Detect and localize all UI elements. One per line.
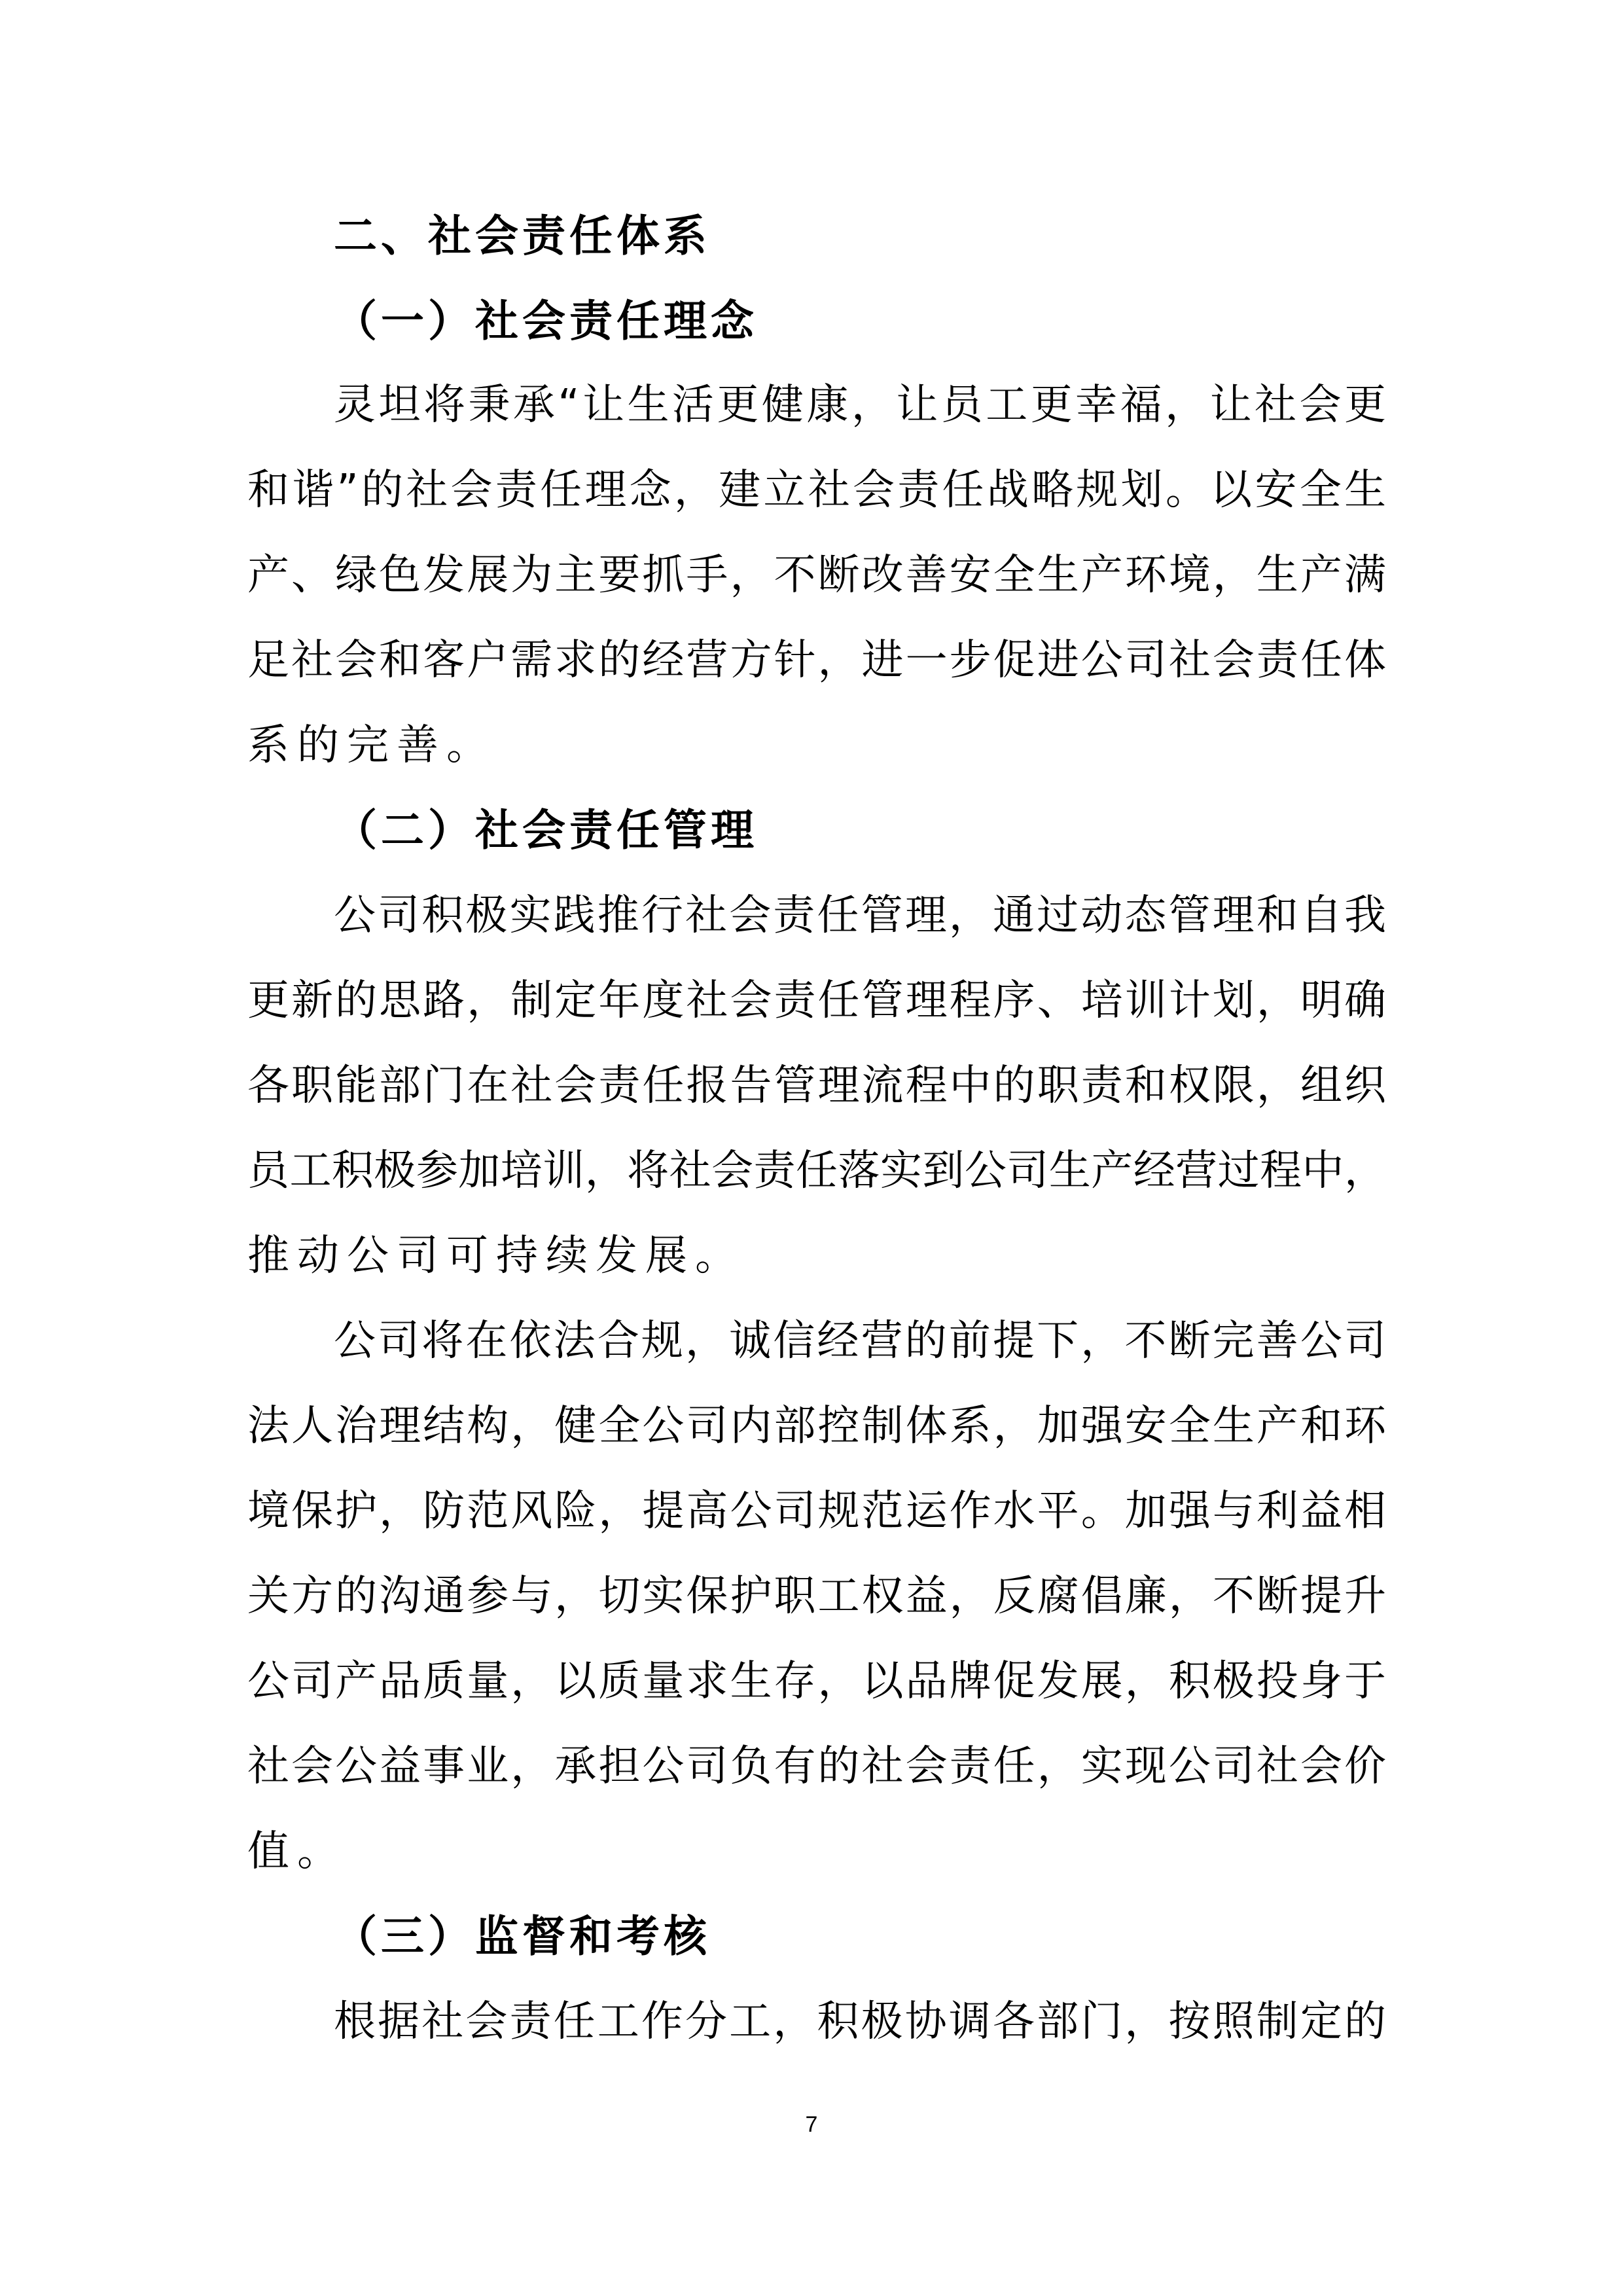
paragraph-line: 更新的思路，制定年度社会责任管理程序、培训计划，明确	[247, 977, 1386, 1025]
paragraph-line: 值。	[247, 1827, 347, 1876]
subsection-heading-3: （三）监督和考核	[334, 1911, 711, 1962]
paragraph-line: 法人治理结构，健全公司内部控制体系，加强安全生产和环	[247, 1402, 1386, 1450]
paragraph-line: 社会公益事业，承担公司负有的社会责任，实现公司社会价	[247, 1742, 1386, 1791]
paragraph-line: 产、绿色发展为主要抓手，不断改善安全生产环境，生产满	[247, 551, 1386, 600]
paragraph-line: 员工积极参加培训，将社会责任落实到公司生产经营过程中，	[247, 1147, 1386, 1195]
section-heading: 二、社会责任体系	[334, 211, 711, 261]
subsection-heading-2: （二）社会责任管理	[334, 805, 758, 855]
subsection-heading-1: （一）社会责任理念	[334, 296, 758, 346]
paragraph-line: 系的完善。	[247, 721, 496, 770]
paragraph-line: 推动公司可持续发展。	[247, 1232, 745, 1280]
page-number: 7	[805, 2112, 818, 2137]
paragraph-line: 和谐”的社会责任理念，建立社会责任战略规划。以安全生	[247, 466, 1386, 514]
paragraph-line: 足社会和客户需求的经营方针，进一步促进公司社会责任体	[247, 636, 1386, 685]
paragraph-line: 公司将在依法合规，诚信经营的前提下，不断完善公司	[334, 1317, 1386, 1365]
paragraph-line: 灵坦将秉承“让生活更健康，让员工更幸福，让社会更	[334, 381, 1386, 429]
paragraph-line: 境保护，防范风险，提高公司规范运作水平。加强与利益相	[247, 1487, 1386, 1535]
paragraph-line: 各职能部门在社会责任报告管理流程中的职责和权限，组织	[247, 1062, 1386, 1110]
paragraph-line: 关方的沟通参与，切实保护职工权益，反腐倡廉，不断提升	[247, 1572, 1386, 1621]
paragraph-line: 公司产品质量，以质量求生存，以品牌促发展，积极投身于	[247, 1657, 1386, 1706]
paragraph-line: 公司积极实践推行社会责任管理，通过动态管理和自我	[334, 891, 1386, 940]
paragraph-line: 根据社会责任工作分工，积极协调各部门，按照制定的	[334, 1998, 1386, 2046]
